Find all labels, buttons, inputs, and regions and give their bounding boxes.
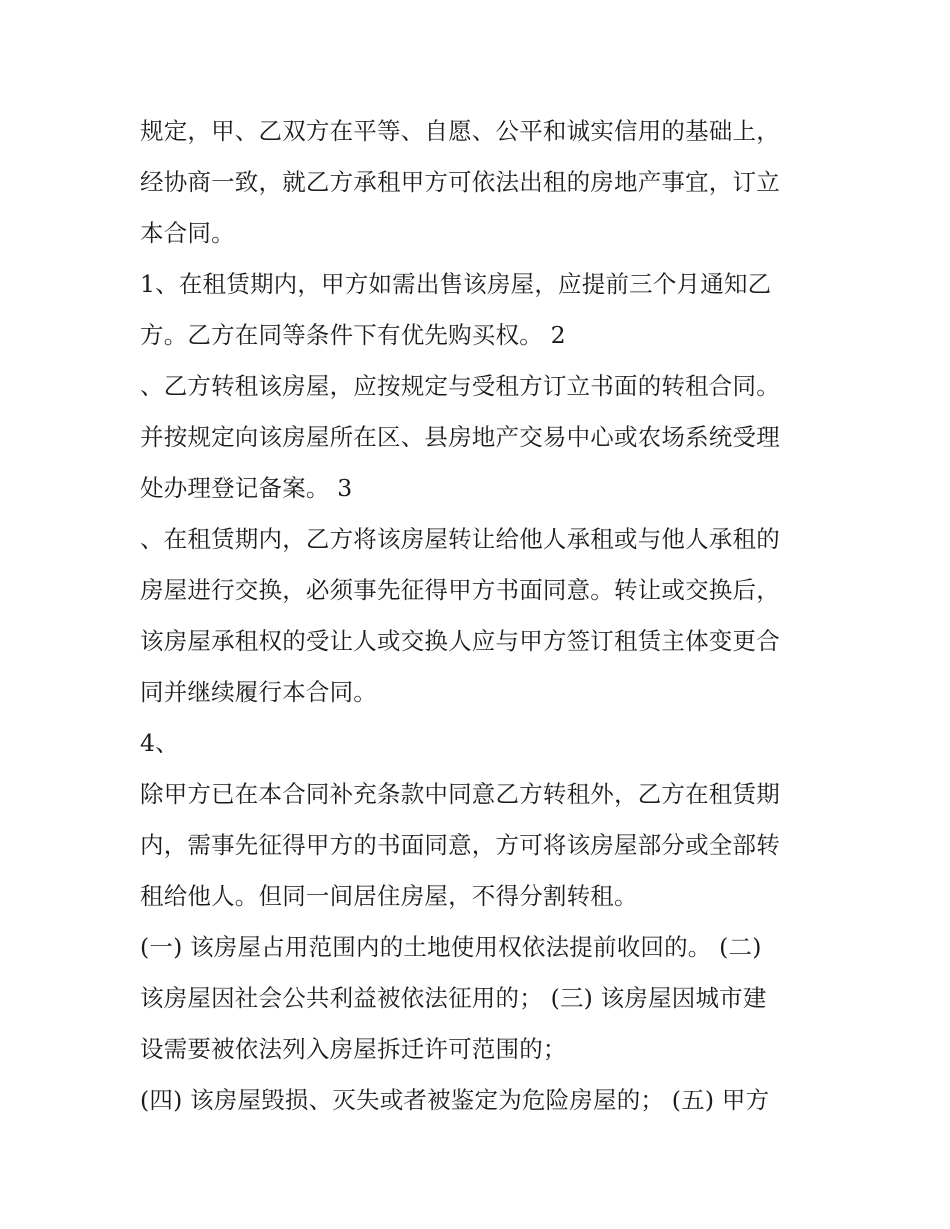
text-line: 该房屋承租权的受让人或交换人应与甲方签订租赁主体变更合 [140,627,780,655]
clause-2-line: 、乙方转租该房屋，应按规定与受租方订立书面的转租合同。 [140,372,780,400]
clause-3-line: 、在租赁期内，乙方将该房屋转让给他人承租或与他人承租的 [140,525,780,553]
text-line: 并按规定向该房屋所在区、县房地产交易中心或农场系统受理 [140,423,780,451]
contract-text-block [140,106,820,1126]
clause-4-heading: 4、 [140,729,179,757]
text-line: 同并继续履行本合同。 [140,678,377,706]
text-line: 方。乙方在同等条件下有优先购买权。 2 [140,321,566,349]
text-line: 规定，甲、乙双方在平等、自愿、公平和诚实信用的基础上， [140,117,780,145]
text-line: 租给他人。但同一间居住房屋，不得分割转租。 [140,882,638,910]
text-line: 内，需事先征得甲方的书面同意，方可将该房屋部分或全部转 [140,831,780,859]
text-line: 处办理登记备案。 3 [140,474,353,502]
text-line: 本合同。 [140,219,235,247]
enumerated-item-line: (四) 该房屋毁损、灭失或者被鉴定为危险房屋的； (五) 甲方 [140,1086,770,1114]
text-line: 房屋进行交换，必须事先征得甲方书面同意。转让或交换后， [140,576,780,604]
text-line: 设需要被依法列入房屋拆迁许可范围的； [140,1035,567,1063]
clause-1-line: 1、在租赁期内，甲方如需出售该房屋，应提前三个月通知乙 [140,270,772,298]
text-line: 除甲方已在本合同补充条款中同意乙方转租外，乙方在租赁期 [140,780,780,808]
enumerated-item-line: (一) 该房屋占用范围内的土地使用权依法提前收回的。 (二) [140,933,762,961]
text-line: 经协商一致，就乙方承租甲方可依法出租的房地产事宜，订立 [140,168,780,196]
enumerated-item-line: 该房屋因社会公共利益被依法征用的； (三) 该房屋因城市建 [140,984,767,1012]
